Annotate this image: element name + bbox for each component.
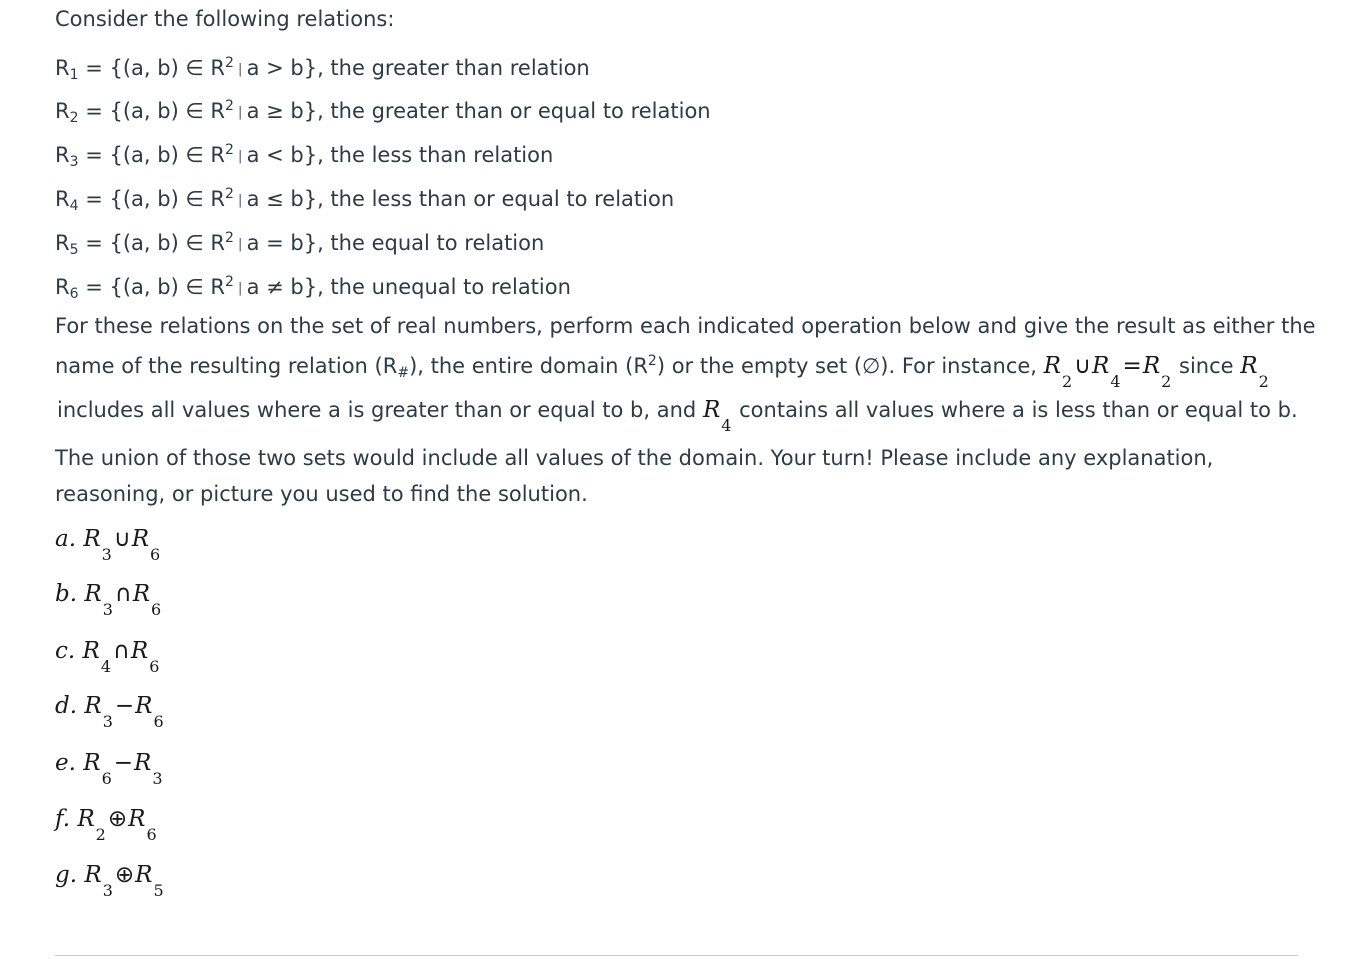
example-equation: $R_2\cup R_4=R_2$ [1043,353,1172,391]
relation-r4: $R_4 = \{(a$, b) ∈ $R^2$ | a ≤ b}, the less than or equal to relation [55,186,675,214]
part-f: f. $R_2\oplus R_6$ [55,806,157,844]
relation-r1: $R_1 = \{(a$, b) ∈ $R^2$ | a > b}, the greater than relation [55,55,590,83]
relation-r6: $R_6 = \{(a$, b) ∈ $R^2$ | a ≠ b}, the unequal to relation [55,274,571,302]
instructions-line-1: For these relations on the set of real numbers, perform each indicated operation below and give the result as either the [55,314,1316,338]
instructions-line-4: The union of those two sets would include all values of the domain. Your turn! Please include any explanation, [55,446,1214,470]
part-b: b. $R_3\cap R_6$ [55,581,162,619]
part-g: g. $R_3\oplus R_5$ [55,862,164,900]
answer-area-top-border [55,955,1298,956]
relation-r2: $R_2 = \{(a$, b) ∈ $R^2$ | a ≥ b}, the greater than or equal to relation [55,98,711,126]
part-c: c. $R_4\cap R_6$ [55,638,160,676]
part-d: d. $R_3-R_6$ [55,693,164,731]
instructions-line-5: reasoning, or picture you used to find the solution. [55,482,588,506]
relation-r3: $R_3 = \{(a$, b) ∈ $R^2$ | a < b}, the less than relation [55,142,554,170]
instructions-line-2: name of the resulting relation $(R_{\#})$, the entire domain $(R^2)$ or the empty set (∅). For instance, $R_2\cup R_4=R_2$ since $R_2$ [55,353,1269,391]
instructions-line-3: includes all values where a is greater than or equal to b, and $R_4$ contains all values where a is less than or equal to b. [57,397,1298,435]
part-e: e. $R_6-R_3$ [55,750,163,788]
part-a: a. $R_3\cup R_6$ [55,526,161,564]
intro-text: Consider the following relations: [55,7,395,31]
relation-r5: $R_5 = \{(a$, b) ∈ $R^2$ | a = b}, the equal to relation [55,230,545,258]
